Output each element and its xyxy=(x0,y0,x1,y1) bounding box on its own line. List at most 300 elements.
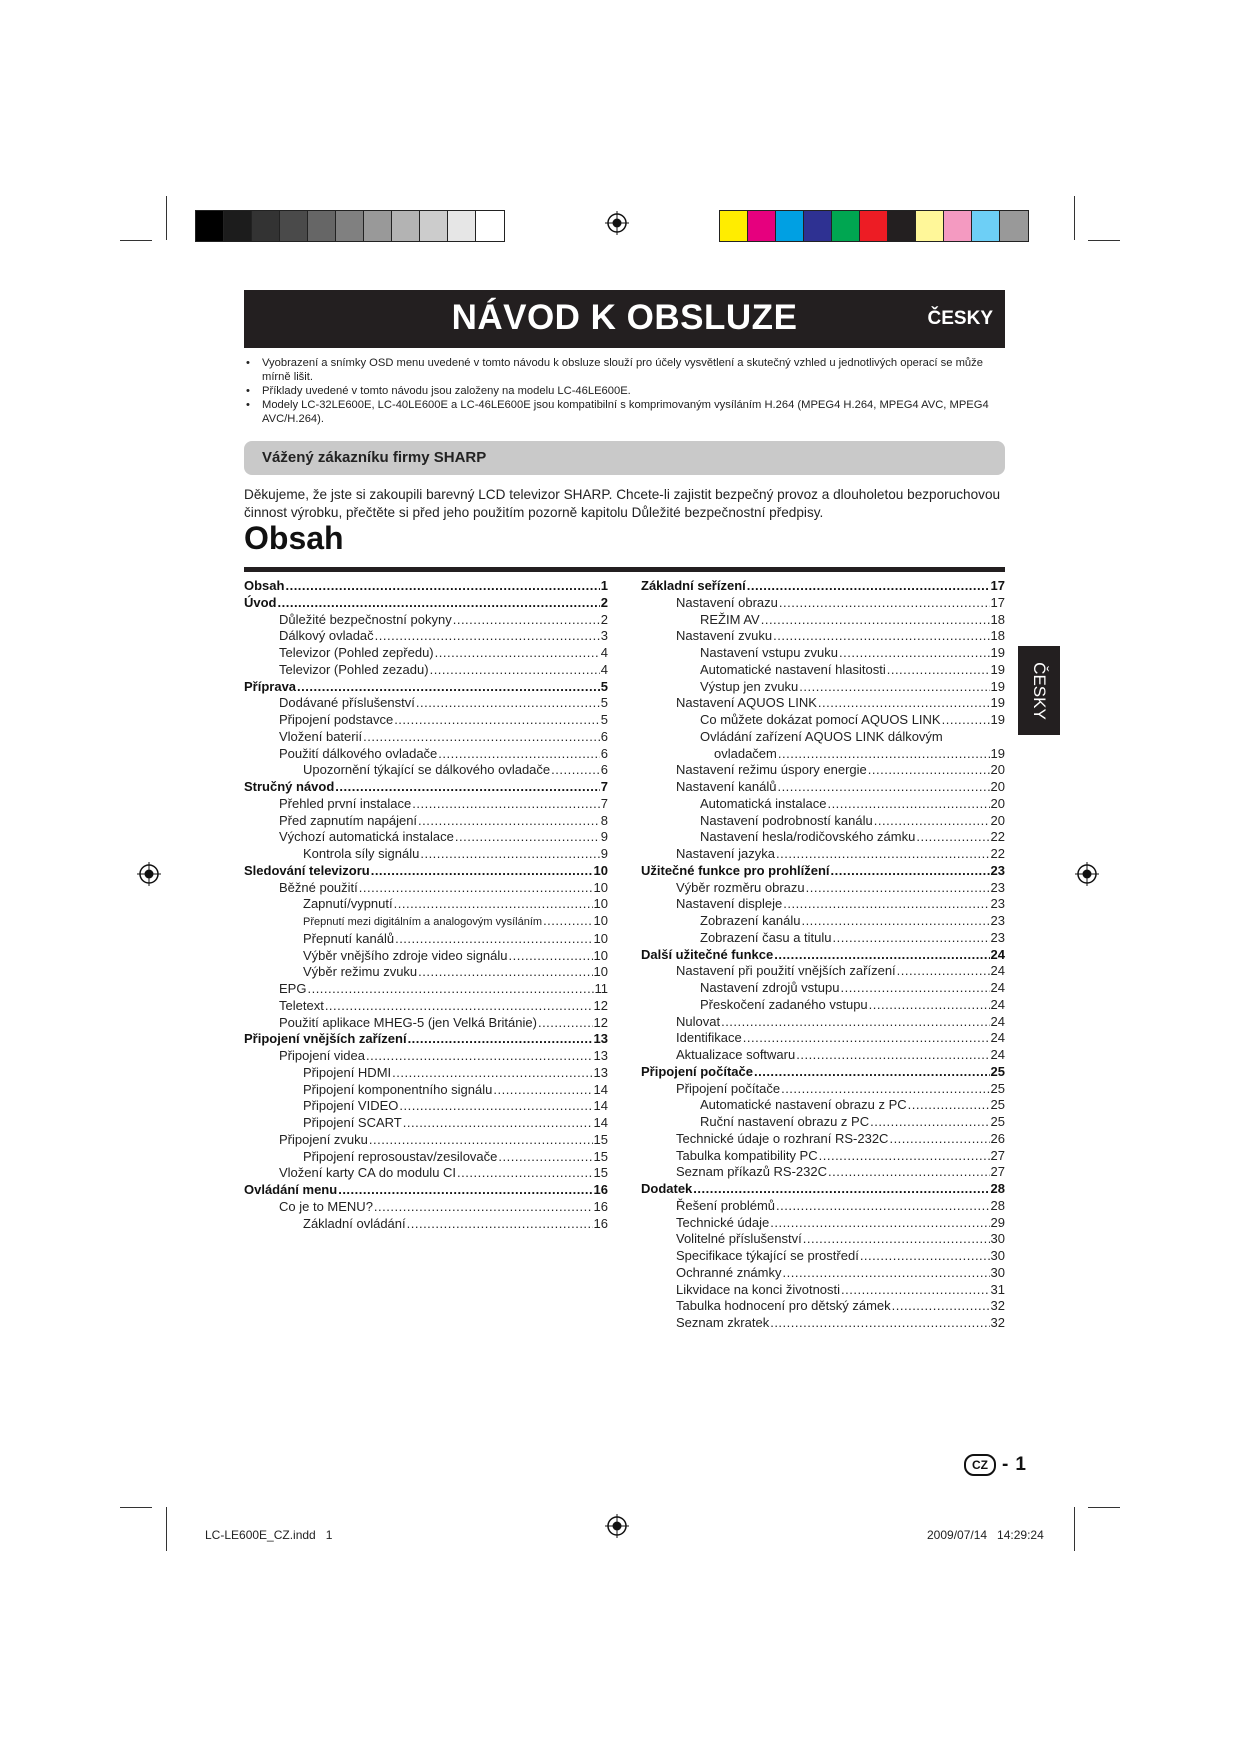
grayscale-color-bar xyxy=(195,210,505,242)
toc-entry[interactable] xyxy=(244,628,608,645)
toc-leader-dots xyxy=(453,612,600,629)
toc-leader-dots xyxy=(833,930,990,947)
color-swatch xyxy=(364,211,392,241)
toc-leader-dots xyxy=(870,1114,989,1131)
toc-entry[interactable] xyxy=(244,964,608,981)
toc-entry-title: Tabulka kompatibility PC xyxy=(676,1147,818,1163)
greeting-heading: Vážený zákazníku firmy SHARP xyxy=(262,449,487,466)
toc-entry-page: 23 xyxy=(990,896,1005,912)
toc-entry[interactable] xyxy=(244,1115,608,1132)
toc-entry[interactable] xyxy=(244,729,608,746)
toc-entry[interactable] xyxy=(641,679,1005,696)
toc-leader-dots xyxy=(892,1298,990,1315)
toc-entry-page: 13 xyxy=(593,1048,608,1063)
toc-entry[interactable] xyxy=(641,913,1005,930)
toc-leader-dots xyxy=(366,1048,593,1065)
toc-entry-title: Základní seřízení xyxy=(641,578,746,593)
toc-entry-page: 16 xyxy=(593,1215,608,1231)
toc-entry[interactable] xyxy=(641,1081,1005,1098)
toc-entry-title: Přeskočení zadaného vstupu xyxy=(700,996,868,1012)
toc-entry[interactable] xyxy=(641,1164,1005,1181)
toc-leader-dots xyxy=(418,964,592,981)
page-number-separator: - xyxy=(1002,1454,1009,1475)
toc-entry-title: Nastavení zvuku xyxy=(676,628,773,644)
toc-entry[interactable] xyxy=(641,997,1005,1014)
toc-entry[interactable] xyxy=(244,1098,608,1115)
toc-leader-dots xyxy=(942,712,990,729)
toc-entry-page: 14 xyxy=(593,1098,608,1114)
toc-entry[interactable] xyxy=(244,1048,608,1065)
color-swatch xyxy=(776,211,804,241)
toc-entry-title: Použití dálkového ovladače xyxy=(279,745,438,761)
toc-entry-title: Likvidace na konci životnosti xyxy=(676,1281,841,1297)
toc-entry[interactable] xyxy=(244,578,608,595)
toc-entry-title: Stručný návod xyxy=(244,779,335,794)
toc-entry-title: Nastavení jazyka xyxy=(676,846,775,861)
notes-list xyxy=(244,356,1004,426)
toc-entry[interactable] xyxy=(641,645,1005,662)
toc-entry-title: Specifikace týkající se prostředí xyxy=(676,1248,859,1263)
footer-file-name: LC-LE600E_CZ.indd 1 xyxy=(205,1528,333,1542)
toc-entry[interactable] xyxy=(244,612,608,629)
toc-leader-dots xyxy=(394,712,600,729)
toc-entry[interactable] xyxy=(244,746,608,763)
toc-entry-page: 24 xyxy=(990,1030,1005,1046)
toc-leader-dots xyxy=(840,980,989,997)
toc-leader-dots xyxy=(874,813,990,830)
toc-leader-dots xyxy=(338,1182,592,1199)
toc-entry[interactable] xyxy=(641,1097,1005,1114)
toc-entry[interactable] xyxy=(641,963,1005,980)
color-swatch xyxy=(888,211,916,241)
toc-entry[interactable] xyxy=(244,1149,608,1166)
toc-entry[interactable] xyxy=(641,1114,1005,1131)
toc-entry-title: Základní ovládání xyxy=(303,1215,406,1231)
registration-mark-icon xyxy=(605,211,629,235)
toc-entry[interactable] xyxy=(641,729,1005,746)
toc-entry[interactable] xyxy=(244,595,608,612)
toc-entry-title: Řešení problémů xyxy=(676,1197,775,1213)
toc-leader-dots xyxy=(747,578,990,595)
toc-leader-dots xyxy=(543,913,592,930)
color-swatch xyxy=(972,211,1000,241)
toc-leader-dots xyxy=(335,779,599,796)
toc-entry[interactable] xyxy=(641,813,1005,830)
side-tab-label: ČESKY xyxy=(1030,661,1049,720)
toc-entry-page: 12 xyxy=(593,997,608,1013)
toc-entry[interactable] xyxy=(244,1199,608,1216)
toc-leader-dots xyxy=(828,1164,990,1181)
toc-entry-title: Důležité bezpečnostní pokyny xyxy=(279,611,452,627)
toc-entry[interactable] xyxy=(641,1215,1005,1232)
toc-leader-dots xyxy=(783,896,989,913)
toc-entry-title: Automatické nastavení obrazu z PC xyxy=(700,1097,907,1113)
toc-entry[interactable] xyxy=(244,662,608,679)
toc-entry[interactable] xyxy=(244,1065,608,1082)
toc-entry-page: 19 xyxy=(990,712,1005,727)
country-badge: CZ xyxy=(964,1454,996,1476)
toc-entry[interactable] xyxy=(641,712,1005,729)
toc-entry[interactable] xyxy=(641,1148,1005,1165)
toc-leader-dots xyxy=(455,829,600,846)
toc-entry[interactable] xyxy=(641,796,1005,813)
toc-leader-dots xyxy=(403,1115,593,1132)
color-swatch xyxy=(280,211,308,241)
toc-entry-title: Nastavení podrobností kanálu xyxy=(700,812,873,828)
toc-leader-dots xyxy=(416,695,600,712)
toc-leader-dots xyxy=(399,1098,592,1115)
toc-entry-title: Přepnutí mezi digitálním a analogovým vysíláním xyxy=(303,916,543,928)
toc-entry-title: Obsah xyxy=(244,578,285,593)
toc-entry-title: Výběr vnějšího zdroje video signálu xyxy=(303,947,508,963)
toc-entry-title: Běžné použití xyxy=(279,879,358,895)
toc-entry[interactable] xyxy=(244,846,608,863)
toc-leader-dots xyxy=(371,863,593,880)
toc-leader-dots xyxy=(781,1081,989,1098)
toc-entry-title: Nulovat xyxy=(676,1013,721,1029)
toc-entry-page: 1 xyxy=(600,578,608,593)
toc-entry-title: Aktualizace softwaru xyxy=(676,1047,796,1062)
toc-entry-title: Televizor (Pohled zepředu) xyxy=(279,645,434,660)
toc-entry-page: 10 xyxy=(593,964,608,980)
toc-leader-dots xyxy=(831,863,990,880)
color-swatch xyxy=(448,211,476,241)
toc-leader-dots xyxy=(783,1265,990,1282)
toc-entry-page: 3 xyxy=(600,628,608,644)
toc-entry-page: 5 xyxy=(600,695,608,711)
toc-entry-page: 23 xyxy=(990,913,1005,928)
color-swatch xyxy=(944,211,972,241)
toc-entry-page: 4 xyxy=(600,661,608,677)
toc-entry[interactable] xyxy=(641,863,1005,880)
toc-entry-title: Nastavení při použití vnějších zařízení xyxy=(676,963,896,979)
toc-entry-title: Identifikace xyxy=(676,1030,742,1046)
toc-entry-page: 13 xyxy=(593,1064,608,1080)
toc-entry[interactable] xyxy=(244,1182,608,1199)
toc-entry-title: Připojení VIDEO xyxy=(303,1098,399,1114)
color-swatch xyxy=(860,211,888,241)
toc-entry[interactable] xyxy=(641,1282,1005,1299)
toc-entry-page: 8 xyxy=(600,812,608,828)
toc-entry[interactable] xyxy=(641,662,1005,679)
toc-entry-title: ovladačem xyxy=(714,745,777,761)
toc-leader-dots xyxy=(325,998,593,1015)
toc-entry-page: 29 xyxy=(990,1214,1005,1230)
registration-mark-icon xyxy=(605,1514,629,1538)
toc-entry-page: 22 xyxy=(990,829,1005,845)
toc-leader-dots xyxy=(827,796,989,813)
color-swatch xyxy=(392,211,420,241)
toc-entry-page: 32 xyxy=(990,1298,1005,1314)
toc-entry-page: 11 xyxy=(594,981,608,996)
toc-leader-dots xyxy=(819,1148,990,1165)
toc-entry[interactable] xyxy=(641,880,1005,897)
toc-entry[interactable] xyxy=(641,1298,1005,1315)
toc-leader-dots xyxy=(392,1065,592,1082)
toc-leader-dots xyxy=(693,1181,989,1198)
toc-entry-title: Připojení počítače xyxy=(641,1063,753,1079)
toc-entry[interactable] xyxy=(641,612,1005,629)
toc-entry-page: 19 xyxy=(990,745,1005,761)
toc-entry-title: Nastavení obrazu xyxy=(676,594,778,610)
toc-entry[interactable] xyxy=(641,1248,1005,1265)
toc-entry[interactable] xyxy=(244,712,608,729)
toc-leader-dots xyxy=(369,1132,593,1149)
toc-leader-dots xyxy=(285,578,599,595)
toc-entry-title: Nastavení AQUOS LINK xyxy=(676,695,817,711)
toc-entry-page: 20 xyxy=(990,812,1005,828)
toc-entry-page: 24 xyxy=(990,963,1005,979)
toc-leader-dots xyxy=(776,846,990,863)
toc-leader-dots xyxy=(908,1097,990,1114)
color-swatch xyxy=(916,211,944,241)
toc-entry[interactable] xyxy=(244,1015,608,1032)
toc-entry-page: 24 xyxy=(990,946,1005,962)
toc-leader-dots xyxy=(796,1047,989,1064)
toc-entry-title: REŽIM AV xyxy=(700,611,760,627)
toc-entry[interactable] xyxy=(641,1265,1005,1282)
toc-entry-title: Připojení zvuku xyxy=(279,1131,368,1147)
toc-entry[interactable] xyxy=(244,948,608,965)
toc-entry-page: 20 xyxy=(990,762,1005,778)
toc-entry-title: Ochranné známky xyxy=(676,1264,782,1280)
toc-entry[interactable] xyxy=(244,679,608,696)
toc-leader-dots xyxy=(776,1198,990,1215)
toc-entry[interactable] xyxy=(244,896,608,913)
toc-entry-title: Úvod xyxy=(244,594,277,610)
toc-entry[interactable] xyxy=(244,829,608,846)
toc-entry[interactable] xyxy=(244,998,608,1015)
toc-entry[interactable] xyxy=(641,762,1005,779)
toc-entry[interactable] xyxy=(244,1082,608,1099)
toc-entry-page: 6 xyxy=(600,745,608,761)
toc-entry-title: Seznam zkratek xyxy=(676,1315,770,1330)
toc-entry-title: Sledování televizoru xyxy=(244,862,370,878)
toc-entry-title: Dodávané příslušenství xyxy=(279,695,415,711)
toc-entry[interactable] xyxy=(244,779,608,796)
toc-entry-page: 5 xyxy=(600,678,608,694)
toc-entry-page: 10 xyxy=(593,879,608,895)
greeting-text: Děkujeme, že jste si zakoupili barevný LCD televizor SHARP. Chcete-li zajistit bezpečný provoz a dlouholetou bezporuchovou činnost výrobku, přečtěte si před jeho použitím pozorně kapitolu Důležité bezpečnostní předpisy. xyxy=(244,487,1001,520)
toc-leader-dots xyxy=(916,829,989,846)
toc-entry-page: 30 xyxy=(990,1264,1005,1280)
toc-entry-title: Použití aplikace MHEG-5 (jen Velká Británie) xyxy=(279,1014,537,1030)
toc-entry-page: 28 xyxy=(990,1197,1005,1213)
toc-right-column xyxy=(641,578,1005,1332)
toc-entry-page: 6 xyxy=(600,762,608,778)
toc-entry[interactable] xyxy=(641,1030,1005,1047)
toc-entry[interactable] xyxy=(641,846,1005,863)
toc-entry-title: Upozornění týkající se dálkového ovladače xyxy=(303,762,551,778)
note-item: • Modely LC-32LE600E, LC-40LE600E a LC-46LE600E jsou kompatibilní s komprimovaným vysíláním H.264 (MPEG4 H.264, MPEG4 AVC, MPEG4 AVC/H.264). xyxy=(244,398,1004,426)
toc-entry-page: 5 xyxy=(600,712,608,727)
toc-entry-title: Připojení podstavce xyxy=(279,712,394,727)
toc-entry[interactable] xyxy=(641,1181,1005,1198)
toc-leader-dots xyxy=(743,1030,990,1047)
toc-entry-page: 2 xyxy=(600,611,608,627)
toc-entry-title: Teletext xyxy=(279,997,324,1013)
toc-leader-dots xyxy=(395,931,592,948)
toc-entry-title: Nastavení displeje xyxy=(676,896,783,912)
toc-entry-title: Ovládání menu xyxy=(244,1182,338,1197)
toc-entry-page: 9 xyxy=(600,846,608,861)
toc-leader-dots xyxy=(408,1031,593,1048)
toc-leader-dots xyxy=(363,729,600,746)
language-side-tab xyxy=(1018,646,1060,735)
toc-entry-title: Dálkový ovladač xyxy=(279,628,374,644)
color-swatch xyxy=(476,211,504,241)
process-color-bar xyxy=(719,210,1029,242)
toc-entry-page: 14 xyxy=(593,1081,608,1097)
page-number-value: 1 xyxy=(1015,1454,1026,1475)
page-title: NÁVOD K OBSLUZE xyxy=(451,298,798,337)
toc-entry[interactable] xyxy=(244,762,608,779)
toc-entry-page: 24 xyxy=(990,1013,1005,1029)
toc-leader-dots xyxy=(839,645,990,662)
toc-entry[interactable] xyxy=(641,746,1005,763)
toc-entry-title: Zapnutí/vypnutí xyxy=(303,896,393,912)
toc-entry[interactable] xyxy=(244,695,608,712)
toc-entry[interactable] xyxy=(641,595,1005,612)
toc-leader-dots xyxy=(799,679,989,696)
toc-entry-title: Nastavení vstupu zvuku xyxy=(700,645,839,660)
toc-entry-page: 10 xyxy=(593,930,608,946)
toc-entry-page: 4 xyxy=(600,645,608,660)
toc-entry[interactable] xyxy=(244,813,608,830)
toc-entry[interactable] xyxy=(244,1031,608,1048)
toc-leader-dots xyxy=(868,762,990,779)
note-item: • Vyobrazení a snímky OSD menu uvedené v tomto návodu k obsluze slouží pro účely vysvětlení a skutečný vzhled u jednotlivých operací se může mírně lišit. xyxy=(244,356,1004,384)
toc-entry-title: Přehled první instalace xyxy=(279,795,412,811)
toc-leader-dots xyxy=(457,1165,593,1182)
toc-title: Obsah xyxy=(244,520,344,556)
toc-entry-title: Seznam příkazů RS-232C xyxy=(676,1164,828,1180)
toc-entry[interactable] xyxy=(641,1231,1005,1248)
toc-entry-title: Připojení SCART xyxy=(303,1115,402,1130)
toc-leader-dots xyxy=(551,762,600,779)
toc-entry-page: 15 xyxy=(593,1165,608,1181)
toc-entry[interactable] xyxy=(244,931,608,948)
toc-entry[interactable] xyxy=(244,913,608,931)
toc-entry-page: 18 xyxy=(990,611,1005,627)
toc-left-column xyxy=(244,578,608,1232)
toc-leader-dots xyxy=(770,1315,989,1332)
toc-entry[interactable] xyxy=(641,628,1005,645)
toc-leader-dots xyxy=(721,1014,989,1031)
toc-leader-dots xyxy=(754,1064,990,1081)
toc-leader-dots xyxy=(420,846,599,863)
toc-entry[interactable] xyxy=(244,880,608,897)
toc-entry[interactable] xyxy=(641,947,1005,964)
toc-entry-title: Co můžete dokázat pomocí AQUOS LINK xyxy=(700,712,941,727)
toc-entry-title: Automatické nastavení hlasitosti xyxy=(700,661,886,677)
toc-entry-title: Před zapnutím napájení xyxy=(279,812,418,828)
toc-entry-title: Ruční nastavení obrazu z PC xyxy=(700,1114,870,1129)
toc-leader-dots xyxy=(869,997,990,1014)
toc-entry[interactable] xyxy=(244,1165,608,1182)
toc-entry[interactable] xyxy=(244,645,608,662)
toc-entry[interactable] xyxy=(244,981,608,998)
toc-entry-page: 13 xyxy=(593,1031,608,1047)
toc-entry-page: 32 xyxy=(990,1315,1005,1330)
toc-entry-page: 16 xyxy=(593,1182,608,1197)
toc-title-rule xyxy=(244,567,1005,572)
toc-leader-dots xyxy=(887,662,990,679)
toc-entry-page: 19 xyxy=(990,678,1005,694)
toc-entry-page: 19 xyxy=(990,661,1005,677)
toc-entry-page: 10 xyxy=(593,913,608,928)
toc-entry[interactable] xyxy=(641,1014,1005,1031)
toc-entry[interactable] xyxy=(244,863,608,880)
toc-entry[interactable] xyxy=(641,896,1005,913)
toc-entry[interactable] xyxy=(641,980,1005,997)
toc-entry-page: 2 xyxy=(600,594,608,610)
toc-entry-title: Automatická instalace xyxy=(700,795,827,811)
toc-entry-page: 28 xyxy=(990,1181,1005,1196)
toc-leader-dots xyxy=(509,948,593,965)
toc-entry-page: 24 xyxy=(990,980,1005,995)
toc-entry-title: Výběr režimu zvuku xyxy=(303,964,418,980)
toc-entry-title: Nastavení zdrojů vstupu xyxy=(700,980,840,995)
toc-entry[interactable] xyxy=(641,930,1005,947)
toc-entry[interactable] xyxy=(641,779,1005,796)
page-number xyxy=(964,1454,1026,1476)
toc-leader-dots xyxy=(493,1082,592,1099)
toc-leader-dots xyxy=(841,1282,990,1299)
toc-leader-dots xyxy=(773,628,989,645)
toc-entry-page: 10 xyxy=(593,947,608,963)
toc-entry[interactable] xyxy=(244,1216,608,1233)
toc-entry[interactable] xyxy=(641,1064,1005,1081)
toc-entry-title: Připojení počítače xyxy=(676,1080,781,1096)
toc-entry-title: Připojení vnějších zařízení xyxy=(244,1031,407,1047)
toc-leader-dots xyxy=(374,1199,593,1216)
toc-leader-dots xyxy=(860,1248,990,1265)
toc-entry[interactable] xyxy=(641,829,1005,846)
toc-leader-dots xyxy=(498,1149,592,1166)
toc-entry-title: Výchozí automatická instalace xyxy=(279,829,454,845)
toc-entry-page: 23 xyxy=(990,862,1005,878)
language-label: ČESKY xyxy=(927,308,993,329)
toc-leader-dots xyxy=(359,880,593,897)
toc-entry[interactable] xyxy=(641,1198,1005,1215)
toc-entry-page: 17 xyxy=(990,578,1005,593)
toc-entry-page: 7 xyxy=(600,795,608,811)
toc-leader-dots xyxy=(278,595,600,612)
toc-leader-dots xyxy=(761,612,990,629)
greeting-heading-bar xyxy=(244,441,1005,475)
title-banner xyxy=(244,290,1005,348)
toc-entry[interactable] xyxy=(641,1131,1005,1148)
toc-entry[interactable] xyxy=(244,1132,608,1149)
toc-entry-page: 19 xyxy=(990,695,1005,711)
toc-entry[interactable] xyxy=(641,578,1005,595)
toc-entry[interactable] xyxy=(641,1047,1005,1064)
toc-entry-page: 23 xyxy=(990,929,1005,945)
toc-leader-dots xyxy=(774,947,989,964)
toc-entry-title: Zobrazení času a titulu xyxy=(700,929,832,945)
toc-entry[interactable] xyxy=(641,695,1005,712)
toc-entry[interactable] xyxy=(641,1315,1005,1332)
toc-entry-title: Užitečné funkce pro prohlížení xyxy=(641,862,830,878)
toc-entry-page: 31 xyxy=(990,1281,1005,1297)
toc-entry-title: Nastavení režimu úspory energie xyxy=(676,762,867,778)
toc-leader-dots xyxy=(803,1231,990,1248)
toc-leader-dots xyxy=(778,746,990,763)
color-swatch xyxy=(252,211,280,241)
toc-entry[interactable] xyxy=(244,796,608,813)
toc-entry-title: Připojení videa xyxy=(279,1048,365,1063)
